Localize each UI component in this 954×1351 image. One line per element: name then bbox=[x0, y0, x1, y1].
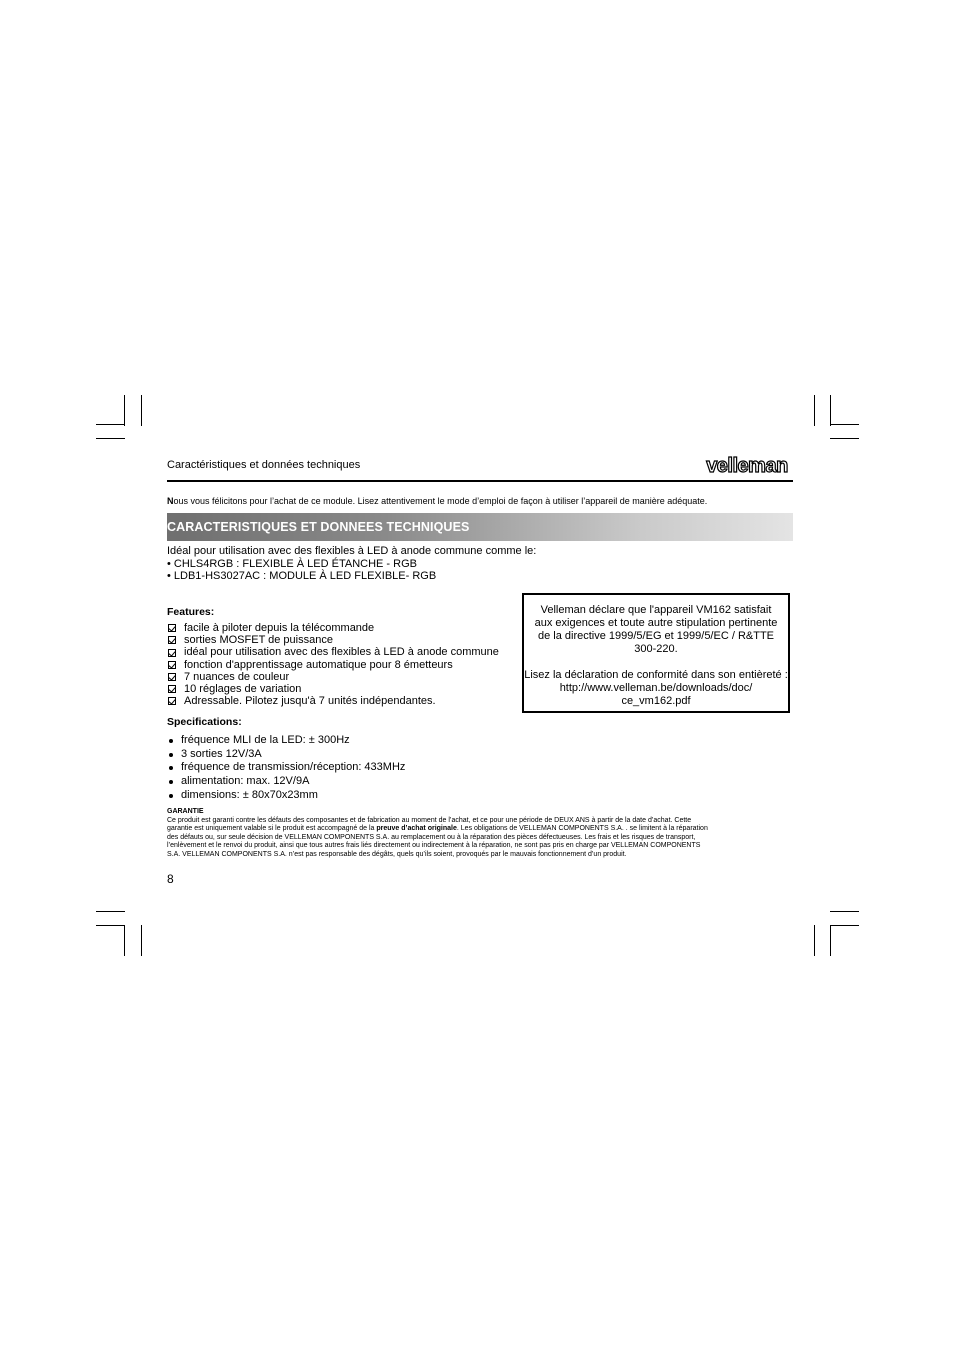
list-item: sorties MOSFET de puissance bbox=[167, 634, 499, 646]
checkbox-icon bbox=[168, 685, 176, 693]
bullet-icon bbox=[169, 753, 173, 757]
crop-mark bbox=[830, 911, 859, 912]
list-item: facile à piloter depuis la télécommande bbox=[167, 622, 499, 634]
declaration-link[interactable]: http://www.velleman.be/downloads/doc/ bbox=[559, 682, 753, 694]
velleman-logo bbox=[701, 455, 793, 477]
crop-mark bbox=[96, 438, 125, 439]
ideal-line: • LDB1-HS3027AC : MODULE À LED FLEXIBLE- RGB bbox=[167, 570, 437, 582]
ideal-block bbox=[167, 545, 536, 583]
page-number: 8 bbox=[167, 872, 174, 886]
list-item: fonction d'apprentissage automatique pour 8 émetteurs bbox=[167, 659, 499, 671]
declaration-line: Velleman déclare que l'appareil VM162 satisfait bbox=[540, 604, 772, 616]
crop-mark bbox=[830, 925, 859, 926]
list-item: Adressable. Pilotez jusqu'à 7 unités indépendantes. bbox=[167, 695, 499, 707]
bullet-icon bbox=[169, 794, 173, 798]
declaration-line: Lisez la déclaration de conformité dans son entièreté : bbox=[524, 669, 788, 681]
declaration-line: aux exigences et toute autre stipulation pertinente bbox=[534, 617, 778, 629]
list-item: 10 réglages de variation bbox=[167, 683, 499, 695]
list-item: fréquence MLI de la LED: ± 300Hz bbox=[167, 734, 405, 748]
crop-mark bbox=[830, 438, 859, 439]
warranty-block bbox=[167, 808, 793, 860]
crop-mark bbox=[124, 395, 125, 426]
ideal-line: Idéal pour utilisation avec des flexibles à LED à anode commune comme le: bbox=[167, 545, 537, 557]
warranty-line: garantie est uniquement valable si le produit est accompagné de la preuve d’achat originale. Les obligations de VELLEMAN COMPONENTS S.A. . se limitent à la réparation bbox=[167, 825, 708, 833]
page-header bbox=[167, 450, 793, 482]
declaration-box bbox=[522, 593, 790, 713]
crop-mark bbox=[141, 395, 142, 426]
features-list bbox=[167, 622, 499, 707]
crop-mark bbox=[830, 395, 831, 426]
list-item: 7 nuances de couleur bbox=[167, 671, 499, 683]
features-title: Features: bbox=[167, 606, 215, 618]
crop-mark bbox=[96, 911, 125, 912]
section-banner bbox=[167, 513, 793, 541]
ideal-line: • CHLS4RGB : FLEXIBLE À LED ÉTANCHE - RGB bbox=[167, 557, 417, 570]
svg-text:velleman: velleman bbox=[706, 455, 788, 477]
crop-mark bbox=[814, 395, 815, 426]
intro-text: Nous vous félicitons pour l’achat de ce module. Lisez attentivement le mode d’emploi de façon à utiliser l’appareil de manière adéquate. bbox=[167, 496, 708, 506]
crop-mark bbox=[124, 925, 125, 956]
list-item: fréquence de transmission/réception: 433MHz bbox=[167, 761, 405, 775]
list-item: alimentation: max. 12V/9A bbox=[167, 775, 405, 789]
warranty-title: GARANTIE bbox=[167, 808, 204, 815]
checkbox-icon bbox=[168, 673, 176, 681]
declaration-line: de la directive 1999/5/EG et 1999/5/EC / R&TTE bbox=[537, 630, 774, 642]
warranty-line: des défauts ou, sur seule décision de VELLEMAN COMPONENTS S.A. au remplacement ou à la réparation des pièces défectueuses. Les frais et les risques de transport, bbox=[167, 833, 696, 841]
specifications-title: Specifications: bbox=[167, 716, 242, 728]
crop-mark bbox=[141, 925, 142, 956]
checkbox-icon bbox=[168, 636, 176, 644]
crop-mark bbox=[96, 925, 125, 926]
bullet-icon bbox=[169, 780, 173, 784]
bullet-icon bbox=[169, 766, 173, 770]
crop-mark bbox=[814, 925, 815, 956]
declaration-line: 300-220. bbox=[634, 643, 678, 655]
warranty-line: Ce produit est garanti contre les défauts des composantes et de fabrication au moment de l’achat, et ce pour une période de DEUX ANS à partir de la date d’achat. Cette bbox=[167, 816, 692, 824]
crop-mark bbox=[96, 424, 125, 425]
crop-mark bbox=[830, 925, 831, 956]
section-title: CARACTERISTIQUES ET DONNEES TECHNIQUES bbox=[167, 520, 470, 534]
specifications-list bbox=[167, 734, 405, 803]
checkbox-icon bbox=[168, 697, 176, 705]
checkbox-icon bbox=[168, 661, 176, 669]
header-title: Caractéristiques et données techniques bbox=[167, 459, 361, 471]
warranty-line: S.A. VELLEMAN COMPONENTS S.A. n’est pas responsable des dégâts, quels qu’ils soient, provoqués par le mauvais fonctionnement d’un produit. bbox=[167, 850, 627, 858]
bullet-icon bbox=[169, 739, 173, 743]
checkbox-icon bbox=[168, 649, 176, 657]
warranty-line: l’enlèvement et le renvoi du produit, ainsi que tous autres frais liés directement ou indirectement à la réparation, ne sont pas pris en charge par VELLEMAN COMPONENTS bbox=[167, 842, 701, 850]
list-item: 3 sorties 12V/3A bbox=[167, 748, 405, 762]
list-item: idéal pour utilisation avec des flexibles à LED à anode commune bbox=[167, 646, 499, 658]
checkbox-icon bbox=[168, 624, 176, 632]
crop-mark bbox=[830, 424, 859, 425]
declaration-link[interactable]: ce_vm162.pdf bbox=[621, 695, 691, 707]
list-item: dimensions: ± 80x70x23mm bbox=[167, 789, 405, 803]
